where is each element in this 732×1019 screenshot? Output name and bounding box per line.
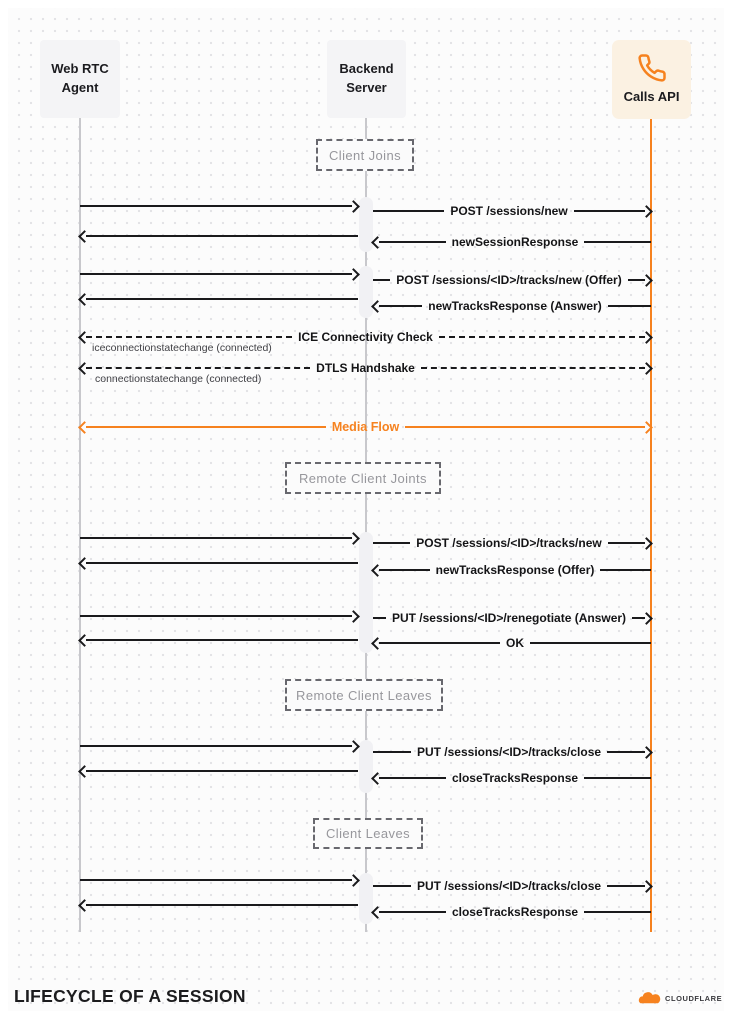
message-label: OK xyxy=(506,636,524,650)
actor-calls-api xyxy=(612,40,691,119)
phase-label: Client Joins xyxy=(329,147,401,163)
message-label: ICE Connectivity Check xyxy=(298,330,433,344)
ice-state-note: iceconnectionstatechange (connected) xyxy=(92,342,272,354)
actor-label: Calls API xyxy=(623,88,680,104)
activation-bar xyxy=(359,532,373,653)
cloudflare-logo xyxy=(637,991,722,1006)
page-title: LIFECYCLE OF A SESSION xyxy=(14,986,246,1006)
phase-client-leaves xyxy=(313,818,423,849)
phone-icon xyxy=(637,53,667,83)
phase-remote-client-leaves xyxy=(285,679,443,711)
actor-backend-server xyxy=(327,40,406,118)
actor-web-rtc-agent xyxy=(40,40,120,118)
phase-label: Remote Client Leaves xyxy=(296,687,432,703)
message-label: newTracksResponse (Offer) xyxy=(435,563,595,577)
message-label: PUT /sessions/<ID>/tracks/close xyxy=(416,879,602,893)
activation-bar xyxy=(359,740,373,793)
message-label: closeTracksResponse xyxy=(451,771,579,785)
message-label: POST /sessions/<ID>/tracks/new xyxy=(416,536,602,550)
lifeline-web-rtc-agent xyxy=(79,118,81,932)
message-label: PUT /sessions/<ID>/tracks/close xyxy=(416,745,602,759)
message-label: closeTracksResponse xyxy=(451,905,579,919)
phase-client-joins xyxy=(316,139,414,171)
message-label: newSessionResponse xyxy=(451,235,579,249)
actor-label: Backend Server xyxy=(339,61,394,95)
activation-bar xyxy=(359,873,373,924)
activation-bar xyxy=(359,197,373,252)
cloudflare-cloud-icon xyxy=(637,991,662,1006)
message-label: DTLS Handshake xyxy=(316,361,415,375)
actor-label: Web RTC Agent xyxy=(51,61,109,95)
phase-label: Client Leaves xyxy=(326,826,410,841)
message-label: Media Flow xyxy=(331,420,400,434)
connection-state-note: connectionstatechange (connected) xyxy=(95,373,262,385)
cloudflare-logo-text: CLOUDFLARE xyxy=(665,994,723,1003)
message-label: PUT /sessions/<ID>/renegotiate (Answer) xyxy=(391,611,627,625)
message-label: POST /sessions/new xyxy=(450,204,568,218)
phase-remote-client-joints xyxy=(285,462,441,494)
message-label: newTracksResponse (Answer) xyxy=(428,299,602,313)
activation-bar xyxy=(359,266,373,318)
message-label: POST /sessions/<ID>/tracks/new (Offer) xyxy=(396,273,622,287)
phase-label: Remote Client Joints xyxy=(299,470,427,486)
